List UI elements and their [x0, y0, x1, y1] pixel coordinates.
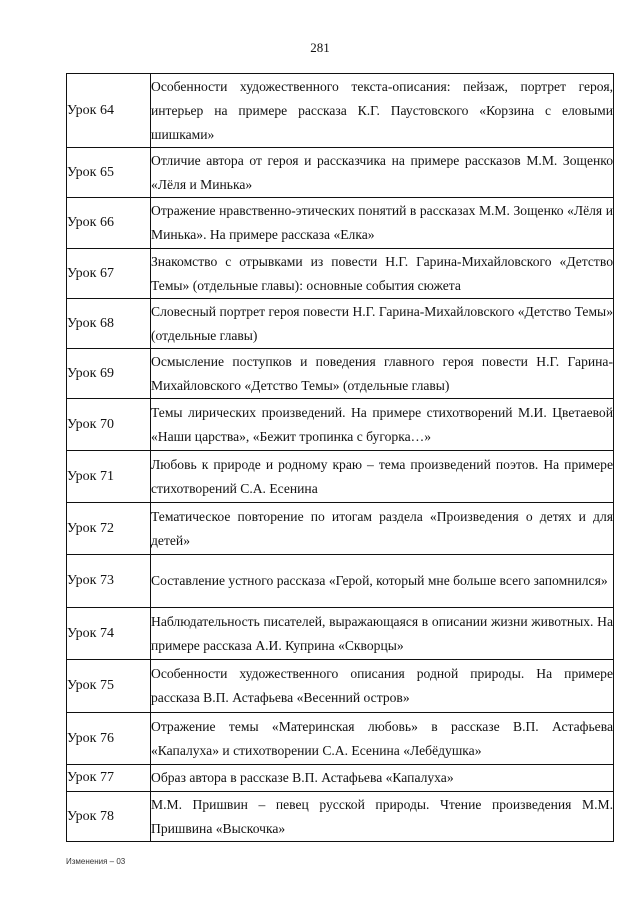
lesson-number-cell: Урок 71	[67, 451, 151, 503]
lesson-number-cell: Урок 70	[67, 399, 151, 451]
lesson-topic-cell: Знакомство с отрывками из повести Н.Г. Гарина-Михайловского «Детство Темы» (отдельные главы): основные события сюжета	[151, 249, 614, 299]
lesson-number-cell: Урок 73	[67, 555, 151, 608]
lesson-number-cell: Урок 68	[67, 299, 151, 349]
lesson-number-cell: Урок 76	[67, 713, 151, 765]
table-row	[67, 765, 614, 792]
lesson-number-cell: Урок 78	[67, 792, 151, 842]
table-row	[67, 503, 614, 555]
table-row	[67, 792, 614, 842]
lesson-topic-cell: Осмысление поступков и поведения главного героя повести Н.Г. Гарина-Михайловского «Детство Темы» (отдельные главы)	[151, 349, 614, 399]
lesson-number-cell: Урок 75	[67, 660, 151, 713]
lesson-topic-cell: Составление устного рассказа «Герой, который мне больше всего запомнился»	[151, 555, 614, 608]
lesson-topic-cell: Особенности художественного текста-описания: пейзаж, портрет героя, интерьер на примере рассказа К.Г. Паустовского «Корзина с еловыми шишками»	[151, 74, 614, 148]
table-row	[67, 660, 614, 713]
lesson-topic-cell: Любовь к природе и родному краю – тема произведений поэтов. На примере стихотворений С.А. Есенина	[151, 451, 614, 503]
table-row	[67, 713, 614, 765]
table-row	[67, 399, 614, 451]
lesson-topic-cell: Отражение нравственно-этических понятий в рассказах М.М. Зощенко «Лёля и Минька». На примере рассказа «Елка»	[151, 198, 614, 249]
lesson-number-cell: Урок 64	[67, 74, 151, 148]
lesson-number-cell: Урок 66	[67, 198, 151, 249]
lesson-topic-cell: Темы лирических произведений. На примере стихотворений М.И. Цветаевой «Наши царства», «Бежит тропинка с бугорка…»	[151, 399, 614, 451]
lesson-topic-cell: Словесный портрет героя повести Н.Г. Гарина-Михайловского «Детство Темы» (отдельные главы)	[151, 299, 614, 349]
table-row	[67, 249, 614, 299]
lesson-number-cell: Урок 69	[67, 349, 151, 399]
table-row	[67, 148, 614, 198]
lesson-number-cell: Урок 74	[67, 608, 151, 660]
footer-revision: Изменения – 03	[66, 857, 126, 866]
lesson-number-cell: Урок 67	[67, 249, 151, 299]
lesson-topic-cell: Образ автора в рассказе В.П. Астафьева «Капалуха»	[151, 765, 614, 792]
lesson-topic-cell: М.М. Пришвин – певец русской природы. Чтение произведения М.М. Пришвина «Выскочка»	[151, 792, 614, 842]
lesson-number-cell: Урок 77	[67, 765, 151, 792]
table-row	[67, 608, 614, 660]
lesson-topic-cell: Отличие автора от героя и рассказчика на примере рассказов М.М. Зощенко «Лёля и Минька»	[151, 148, 614, 198]
lesson-number-cell: Урок 65	[67, 148, 151, 198]
table-row	[67, 299, 614, 349]
table-row	[67, 74, 614, 148]
lesson-number-cell: Урок 72	[67, 503, 151, 555]
table-row	[67, 451, 614, 503]
table-row	[67, 555, 614, 608]
lesson-topic-cell: Особенности художественного описания родной природы. На примере рассказа В.П. Астафьева «Весенний остров»	[151, 660, 614, 713]
lesson-topic-cell: Наблюдательность писателей, выражающаяся в описании жизни животных. На примере рассказа А.И. Куприна «Скворцы»	[151, 608, 614, 660]
page-number: 281	[310, 40, 330, 55]
lesson-topic-cell: Отражение темы «Материнская любовь» в рассказе В.П. Астафьева «Капалуха» и стихотворении С.А. Есенина «Лебёдушка»	[151, 713, 614, 765]
table-row	[67, 349, 614, 399]
table-row	[67, 198, 614, 249]
lesson-topic-cell: Тематическое повторение по итогам раздела «Произведения о детях и для детей»	[151, 503, 614, 555]
lessons-table	[66, 73, 614, 842]
